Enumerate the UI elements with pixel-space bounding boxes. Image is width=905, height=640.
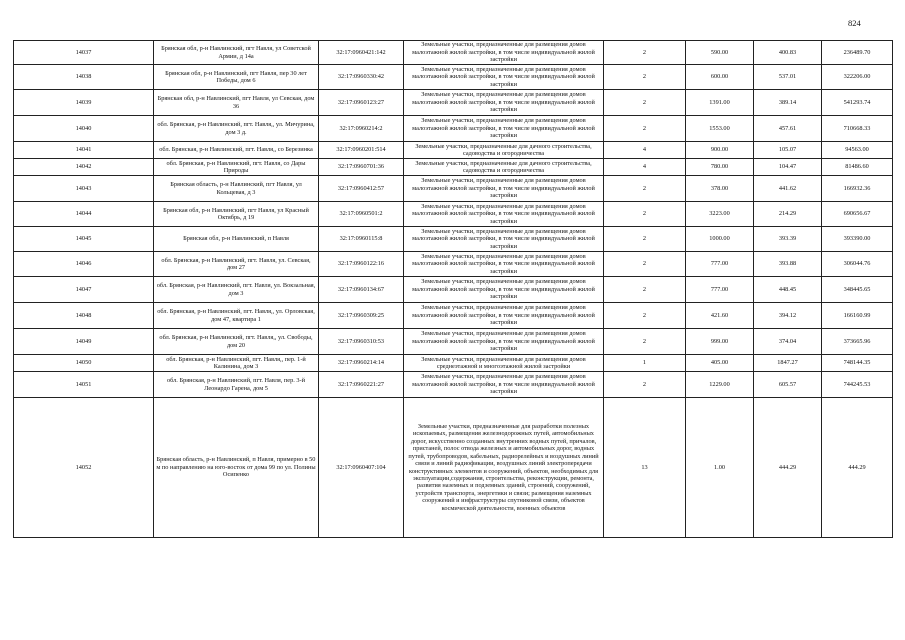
row-address: обл. Брянская, р-н Навлинский, пгт. Навля, ул. Вокзальная, дом 3 bbox=[154, 277, 319, 303]
row-group: 2 bbox=[604, 277, 686, 303]
table-row bbox=[14, 41, 893, 65]
row-cadastral-number: 32:17:0960214:14 bbox=[319, 355, 404, 372]
row-rate: 389.14 bbox=[754, 90, 822, 116]
row-cadastral-value: 322206.00 bbox=[822, 65, 893, 90]
row-address: обл. Брянская, р-н Навлинский, пгт. Навля,, пер. 1-й Калинина, дом 3 bbox=[154, 355, 319, 372]
row-id: 14051 bbox=[14, 372, 154, 398]
table-row bbox=[14, 372, 893, 398]
row-land-purpose: Земельные участки, предназначенные для разработки полезных ископаемых, размещения железнодорожных путей, автомобильных дорог, искусственно созданных внутренних водных путей, причалов, пристаней, полос отвода железных и автомобильных дорог, водных путей, трубопроводов, кабельных, радиорелейных и воздушных линий связи и линий радиофикации, воздушных линий электропередачи конструктивных элементов и сооружений, объектов, необходимых для эксплуатации,содержания, строительства, реконструкции, ремонта, развития наземных и подземных зданий, строений, сооружений, устройств транспорта, энергетики и связи; размещения наземных сооружений и инфраструктуры спутниковой связи, объектов космической деятельности, военных объектов bbox=[404, 398, 604, 538]
table-row bbox=[14, 329, 893, 355]
row-land-purpose: Земельные участки, предназначенные для размещения домов малоэтажной жилой застройки, в том числе индивидуальной жилой застройки bbox=[404, 65, 604, 90]
row-group: 2 bbox=[604, 202, 686, 227]
row-land-purpose: Земельные участки, предназначенные для дачного строительства, садоводства и огородничества bbox=[404, 142, 604, 159]
row-cadastral-number: 32:17:0960501:2 bbox=[319, 202, 404, 227]
row-address: Брянская обл, р-н Навлинский, п Навля bbox=[154, 227, 319, 252]
row-cadastral-value: 748144.35 bbox=[822, 355, 893, 372]
row-address: Брянская обл, р-н Навлинский, пгт Навля, ул Советской Армии, д 14а bbox=[154, 41, 319, 65]
row-land-purpose: Земельные участки, предназначенные для размещения домов малоэтажной жилой застройки, в том числе индивидуальной жилой застройки bbox=[404, 303, 604, 329]
table-row bbox=[14, 303, 893, 329]
row-id: 14038 bbox=[14, 65, 154, 90]
cadastral-value-table bbox=[13, 40, 893, 538]
row-cadastral-number: 32:17:0960115:8 bbox=[319, 227, 404, 252]
row-cadastral-value: 710668.33 bbox=[822, 116, 893, 142]
row-address: Брянская область, р-н Навлинский, п Навля, примерно в 50 м по направлению на юго-восток от дома 99 по ул. Полины Осипенко bbox=[154, 398, 319, 538]
row-land-purpose: Земельные участки, предназначенные для размещения домов малоэтажной жилой застройки, в том числе индивидуальной жилой застройки bbox=[404, 252, 604, 277]
row-group: 2 bbox=[604, 303, 686, 329]
row-land-purpose: Земельные участки, предназначенные для размещения домов малоэтажной жилой застройки, в том числе индивидуальной жилой застройки bbox=[404, 176, 604, 202]
row-rate: 441.62 bbox=[754, 176, 822, 202]
row-address: обл. Брянская, р-н Навлинский, пгт. Навля,, ул. Орловская, дом 47, квартира 1 bbox=[154, 303, 319, 329]
row-cadastral-number: 32:17:0960134:67 bbox=[319, 277, 404, 303]
row-area: 900.00 bbox=[686, 142, 754, 159]
row-group: 2 bbox=[604, 372, 686, 398]
row-rate: 457.61 bbox=[754, 116, 822, 142]
row-group: 2 bbox=[604, 252, 686, 277]
row-cadastral-value: 306044.76 bbox=[822, 252, 893, 277]
row-cadastral-value: 166160.99 bbox=[822, 303, 893, 329]
row-land-purpose: Земельные участки, предназначенные для размещения домов малоэтажной жилой застройки, в том числе индивидуальной жилой застройки bbox=[404, 90, 604, 116]
row-rate: 444.29 bbox=[754, 398, 822, 538]
row-address: Брянская обл, р-н Навлинский, пгт Навля, ул Красный Октябрь, д 19 bbox=[154, 202, 319, 227]
table-row bbox=[14, 277, 893, 303]
row-address: Брянская обл, р-н Навлинский, пгт Навля, пер 30 лет Победы, дом 6 bbox=[154, 65, 319, 90]
row-group: 2 bbox=[604, 90, 686, 116]
row-cadastral-value: 541293.74 bbox=[822, 90, 893, 116]
row-rate: 104.47 bbox=[754, 159, 822, 176]
row-id: 14040 bbox=[14, 116, 154, 142]
row-group: 2 bbox=[604, 227, 686, 252]
row-cadastral-number: 32:17:0960201:514 bbox=[319, 142, 404, 159]
row-cadastral-number: 32:17:0960412:57 bbox=[319, 176, 404, 202]
row-area: 378.00 bbox=[686, 176, 754, 202]
row-land-purpose: Земельные участки, предназначенные для размещения домов малоэтажной жилой застройки, в том числе индивидуальной жилой застройки bbox=[404, 202, 604, 227]
row-address: обл. Брянская, р-н Навлинский, пгт. Навля, ул. Севская, дом 27 bbox=[154, 252, 319, 277]
row-land-purpose: Земельные участки, предназначенные для размещения домов среднеэтажной и многоэтажной жилой застройки bbox=[404, 355, 604, 372]
row-id: 14037 bbox=[14, 41, 154, 65]
row-id: 14046 bbox=[14, 252, 154, 277]
row-id: 14039 bbox=[14, 90, 154, 116]
row-cadastral-value: 348445.65 bbox=[822, 277, 893, 303]
row-land-purpose: Земельные участки, предназначенные для размещения домов малоэтажной жилой застройки, в том числе индивидуальной жилой застройки bbox=[404, 329, 604, 355]
row-id: 14049 bbox=[14, 329, 154, 355]
row-cadastral-value: 393390.00 bbox=[822, 227, 893, 252]
row-cadastral-number: 32:17:0960309:25 bbox=[319, 303, 404, 329]
row-area: 1229.00 bbox=[686, 372, 754, 398]
row-cadastral-value: 166932.36 bbox=[822, 176, 893, 202]
row-area: 3223.00 bbox=[686, 202, 754, 227]
row-rate: 1847.27 bbox=[754, 355, 822, 372]
table-row bbox=[14, 116, 893, 142]
row-cadastral-value: 690656.67 bbox=[822, 202, 893, 227]
row-land-purpose: Земельные участки, предназначенные для размещения домов малоэтажной жилой застройки, в том числе индивидуальной жилой застройки bbox=[404, 41, 604, 65]
table-row bbox=[14, 227, 893, 252]
row-cadastral-value: 444.29 bbox=[822, 398, 893, 538]
row-area: 1.00 bbox=[686, 398, 754, 538]
row-id: 14045 bbox=[14, 227, 154, 252]
row-id: 14044 bbox=[14, 202, 154, 227]
row-area: 999.00 bbox=[686, 329, 754, 355]
row-area: 1391.00 bbox=[686, 90, 754, 116]
row-group: 2 bbox=[604, 329, 686, 355]
row-land-purpose: Земельные участки, предназначенные для дачного строительства, садоводства и огородничества bbox=[404, 159, 604, 176]
row-group: 2 bbox=[604, 176, 686, 202]
row-group: 2 bbox=[604, 41, 686, 65]
row-address: Брянская область, р-н Навлинский, пгт Навля, ул Кольцевая, д 3 bbox=[154, 176, 319, 202]
row-rate: 374.04 bbox=[754, 329, 822, 355]
row-id: 14052 bbox=[14, 398, 154, 538]
row-area: 600.00 bbox=[686, 65, 754, 90]
table-row bbox=[14, 90, 893, 116]
row-rate: 214.29 bbox=[754, 202, 822, 227]
row-id: 14048 bbox=[14, 303, 154, 329]
row-area: 780.00 bbox=[686, 159, 754, 176]
row-group: 4 bbox=[604, 159, 686, 176]
row-area: 421.60 bbox=[686, 303, 754, 329]
row-area: 590.00 bbox=[686, 41, 754, 65]
row-cadastral-value: 373665.96 bbox=[822, 329, 893, 355]
row-area: 1553.00 bbox=[686, 116, 754, 142]
row-cadastral-number: 32:17:0960221:27 bbox=[319, 372, 404, 398]
row-id: 14047 bbox=[14, 277, 154, 303]
table-row bbox=[14, 159, 893, 176]
row-area: 405.00 bbox=[686, 355, 754, 372]
table-row bbox=[14, 65, 893, 90]
row-cadastral-number: 32:17:0960310:53 bbox=[319, 329, 404, 355]
row-land-purpose: Земельные участки, предназначенные для размещения домов малоэтажной жилой застройки, в том числе индивидуальной жилой застройки bbox=[404, 116, 604, 142]
row-group: 2 bbox=[604, 65, 686, 90]
row-cadastral-number: 32:17:0960123:27 bbox=[319, 90, 404, 116]
row-address: Брянская обл, р-н Навлинский, пгт Навля, ул Севская, дом 36 bbox=[154, 90, 319, 116]
table-row bbox=[14, 252, 893, 277]
row-area: 777.00 bbox=[686, 277, 754, 303]
row-rate: 393.39 bbox=[754, 227, 822, 252]
table-row bbox=[14, 142, 893, 159]
row-cadastral-number: 32:17:0960407:104 bbox=[319, 398, 404, 538]
table-row bbox=[14, 176, 893, 202]
row-land-purpose: Земельные участки, предназначенные для размещения домов малоэтажной жилой застройки, в том числе индивидуальной жилой застройки bbox=[404, 372, 604, 398]
row-group: 2 bbox=[604, 116, 686, 142]
row-rate: 448.45 bbox=[754, 277, 822, 303]
table-row bbox=[14, 202, 893, 227]
row-cadastral-number: 32:17:0960701:36 bbox=[319, 159, 404, 176]
row-rate: 537.01 bbox=[754, 65, 822, 90]
row-rate: 394.12 bbox=[754, 303, 822, 329]
row-cadastral-number: 32:17:0960122:16 bbox=[319, 252, 404, 277]
row-cadastral-number: 32:17:0960214:2 bbox=[319, 116, 404, 142]
row-group: 1 bbox=[604, 355, 686, 372]
row-land-purpose: Земельные участки, предназначенные для размещения домов малоэтажной жилой застройки, в том числе индивидуальной жилой застройки bbox=[404, 227, 604, 252]
row-group: 4 bbox=[604, 142, 686, 159]
table-row bbox=[14, 398, 893, 538]
row-cadastral-value: 94563.00 bbox=[822, 142, 893, 159]
page-number: 824 bbox=[848, 18, 861, 28]
row-id: 14042 bbox=[14, 159, 154, 176]
row-cadastral-number: 32:17:0960330:42 bbox=[319, 65, 404, 90]
row-id: 14041 bbox=[14, 142, 154, 159]
row-rate: 605.57 bbox=[754, 372, 822, 398]
row-rate: 400.83 bbox=[754, 41, 822, 65]
row-rate: 393.88 bbox=[754, 252, 822, 277]
row-group: 13 bbox=[604, 398, 686, 538]
row-address: обл. Брянская, р-н Навлинский, пгт. Навля, пер. 3-й Леонардо Гарена, дом 5 bbox=[154, 372, 319, 398]
row-area: 1000.00 bbox=[686, 227, 754, 252]
row-cadastral-number: 32:17:0960421:142 bbox=[319, 41, 404, 65]
row-area: 777.00 bbox=[686, 252, 754, 277]
row-land-purpose: Земельные участки, предназначенные для размещения домов малоэтажной жилой застройки, в том числе индивидуальной жилой застройки bbox=[404, 277, 604, 303]
row-rate: 105.07 bbox=[754, 142, 822, 159]
row-id: 14050 bbox=[14, 355, 154, 372]
row-address: обл. Брянская, р-н Навлинский, пгт. Навля, со Дары Природы bbox=[154, 159, 319, 176]
row-address: обл. Брянская, р-н Навлинский, пгт. Навля,, со Березинка bbox=[154, 142, 319, 159]
row-address: обл. Брянская, р-н Навлинский, пгт. Навля,, ул. Свободы, дом 20 bbox=[154, 329, 319, 355]
row-cadastral-value: 81486.60 bbox=[822, 159, 893, 176]
table-row bbox=[14, 355, 893, 372]
row-cadastral-value: 744245.53 bbox=[822, 372, 893, 398]
row-address: обл. Брянская, р-н Навлинский, пгт. Навля,, ул. Мичурина, дом 3 д. bbox=[154, 116, 319, 142]
row-cadastral-value: 236489.70 bbox=[822, 41, 893, 65]
row-id: 14043 bbox=[14, 176, 154, 202]
